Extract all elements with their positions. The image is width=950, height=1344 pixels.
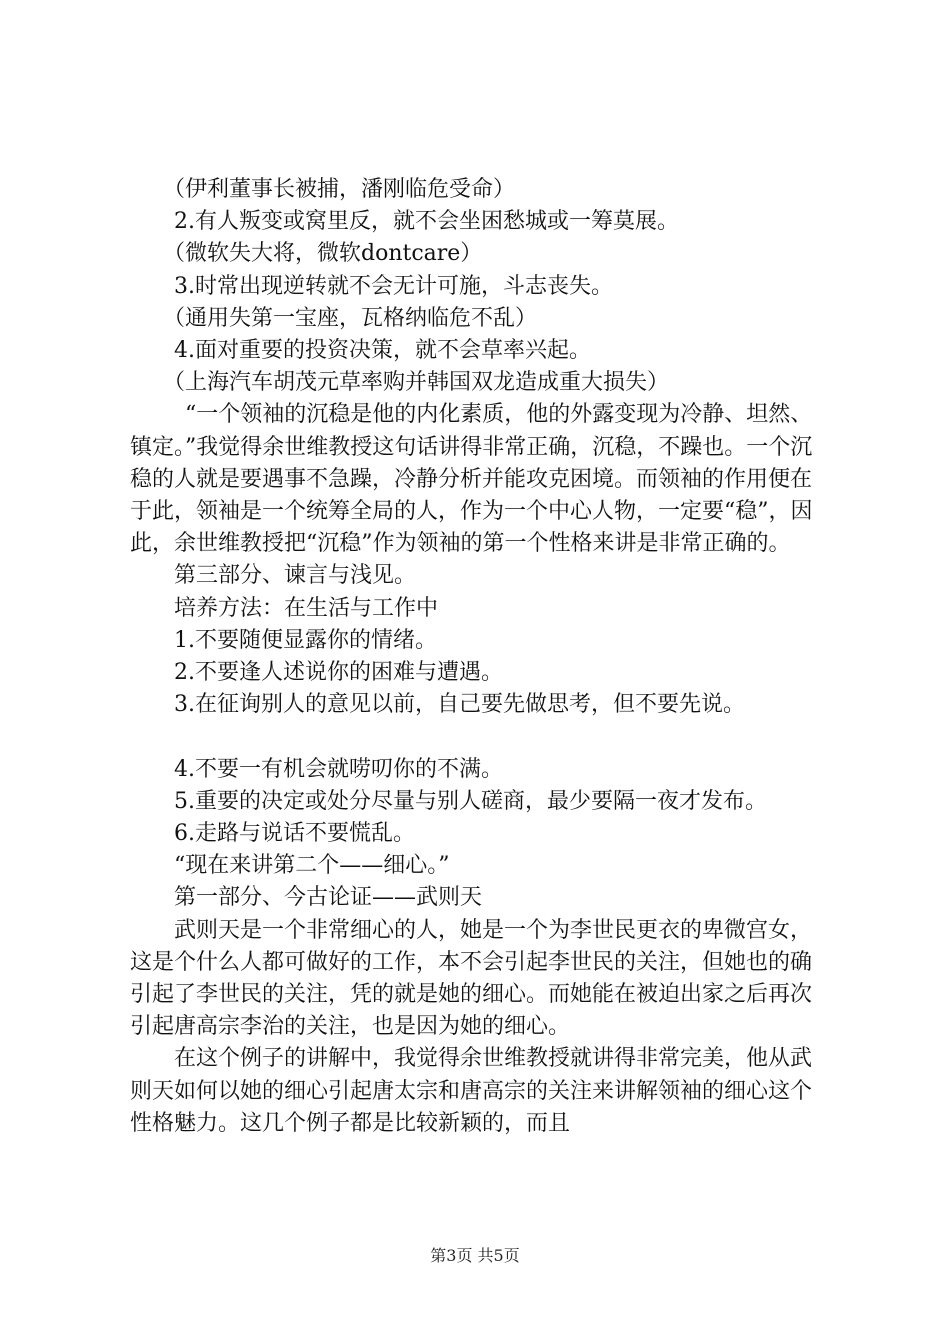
paragraph: 4.面对重要的投资决策，就不会草率兴起。 <box>174 338 591 364</box>
paragraph: （上海汽车胡茂元草率购并韩国双龙造成重大损失） <box>163 370 670 396</box>
document-body <box>130 174 830 1140</box>
list-item: 6.走路与说话不要慌乱。 <box>174 821 415 847</box>
paragraph: 2.有人叛变或窝里反，就不会坐困愁城或一筹莫展。 <box>174 209 679 235</box>
paragraph: （通用失第一宝座，瓦格纳临危不乱） <box>163 305 538 331</box>
list-item: 5.重要的决定或处分尽量与别人磋商，最少要隔一夜才发布。 <box>174 788 767 814</box>
paragraph: （伊利董事长被捕，潘刚临危受命） <box>163 177 516 202</box>
list-item: 4.不要一有机会就唠叨你的不满。 <box>174 756 503 782</box>
paragraph: 在这个例子的讲解中，我觉得余世维教授就讲得非常完美，他从武则天如何以她的细心引起唐太宗和唐高宗的关注来讲解领袖的细心这个性格魅力。这几个例子都是比较新颖的，而且 <box>130 1046 813 1136</box>
section-heading: 第三部分、谏言与浅见。 <box>174 563 417 589</box>
list-item: 1.不要随便显露你的情绪。 <box>174 627 437 653</box>
paragraph: 3.时常出现逆转就不会无计可施，斗志丧失。 <box>174 273 613 299</box>
section-heading: 第一部分、今古论证——武则天 <box>174 885 483 911</box>
paragraph: “现在来讲第二个——细心。” <box>174 853 450 879</box>
blank-line <box>130 721 830 753</box>
paragraph: “一个领袖的沉稳是他的内化素质，他的外露变现为冷静、坦然、镇定。”我觉得余世维教授这句话讲得非常正确，沉稳，不躁也。一个沉稳的人就是要遇事不急躁，冷静分析并能攻克困境。而领袖的作用便在于此，领袖是一个统筹全局的人，作为一个中心人物，一定要“稳”，因此，余世维教授把“沉稳”作为领袖的第一个性格来讲是非常正确的。 <box>130 402 813 557</box>
paragraph: 培养方法：在生活与工作中 <box>174 595 439 621</box>
list-item: 3.在征询别人的意见以前，自己要先做思考，但不要先说。 <box>174 692 745 718</box>
paragraph: （微软失大将，微软dontcare） <box>163 241 483 267</box>
paragraph: 武则天是一个非常细心的人，她是一个为李世民更衣的卑微宫女，这是个什么人都可做好的工作，本不会引起李世民的关注，但她也的确引起了李世民的关注，凭的就是她的细心。而她能在被迫出家之后再次引起唐高宗李治的关注，也是因为她的细心。 <box>130 917 813 1040</box>
page-number-footer: 第3页 共5页 <box>430 1246 520 1265</box>
list-item: 2.不要逢人述说你的困难与遭遇。 <box>174 660 503 686</box>
